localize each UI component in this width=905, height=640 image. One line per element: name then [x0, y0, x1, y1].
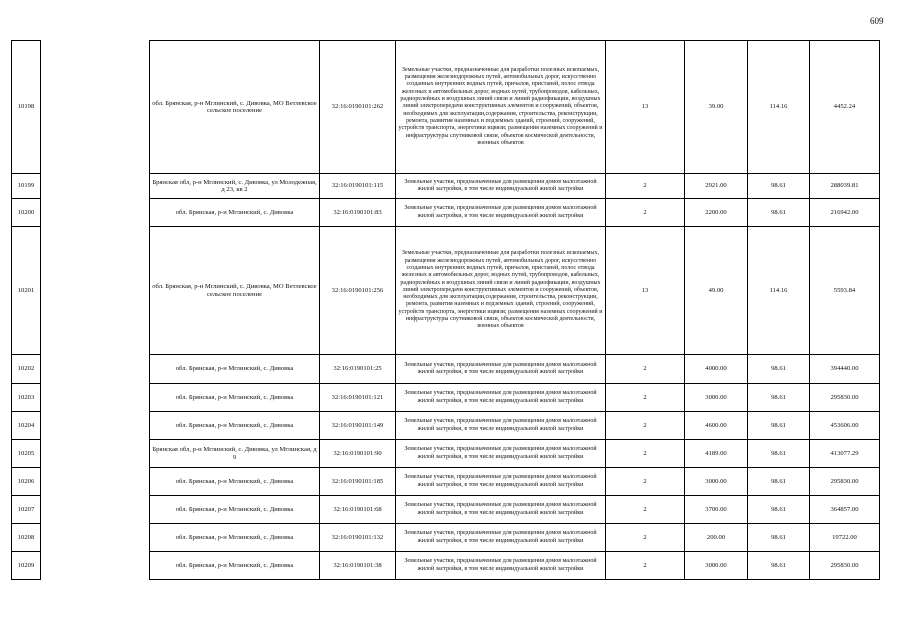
address-cell: обл. Брянская, р-н Мглинский, с. Дивовка	[150, 199, 320, 227]
land-use-cell: Земельные участки, предназначенные для размещения домов малоэтажной жилой застройки, в том числе индивидуальной жилой застройки	[396, 524, 606, 552]
rate-cell: 98.61	[748, 496, 810, 524]
rate-cell: 98.61	[748, 412, 810, 440]
land-use-cell: Земельные участки, предназначенные для размещения домов малоэтажной жилой застройки, в том числе индивидуальной жилой застройки	[396, 440, 606, 468]
address-cell: Брянская обл, р-н Мглинский, с. Дивовка, ул Молодежная, д 23, кв 2	[150, 174, 320, 199]
spacer-cell	[41, 468, 150, 496]
row-id: 10202	[12, 355, 41, 384]
spacer-cell	[41, 199, 150, 227]
cadastral-value-cell: 295830.00	[810, 552, 880, 580]
table-row	[12, 174, 880, 199]
rate-cell: 98.61	[748, 174, 810, 199]
spacer-cell	[41, 174, 150, 199]
spacer-cell	[41, 41, 150, 174]
address-cell: обл. Брянская, р-н Мглинский, с. Дивовка	[150, 496, 320, 524]
cadastral-value-cell: 295830.00	[810, 384, 880, 412]
spacer-cell	[41, 355, 150, 384]
table-row	[12, 468, 880, 496]
land-use-cell: Земельные участки, предназначенные для размещения домов малоэтажной жилой застройки, в том числе индивидуальной жилой застройки	[396, 174, 606, 199]
group-cell: 2	[606, 412, 685, 440]
row-id: 10201	[12, 227, 41, 355]
row-id: 10205	[12, 440, 41, 468]
table-row	[12, 412, 880, 440]
land-use-cell: Земельные участки, предназначенные для размещения домов малоэтажной жилой застройки, в том числе индивидуальной жилой застройки	[396, 496, 606, 524]
land-use-cell: Земельные участки, предназначенные для размещения домов малоэтажной жилой застройки, в том числе индивидуальной жилой застройки	[396, 384, 606, 412]
area-cell: 2200.00	[685, 199, 748, 227]
cadastral-number-cell: 32:16:0190101:185	[320, 468, 396, 496]
cadastral-value-cell: 453606.00	[810, 412, 880, 440]
area-cell: 3000.00	[685, 384, 748, 412]
area-cell: 200.00	[685, 524, 748, 552]
area-cell: 3000.00	[685, 468, 748, 496]
cadastral-number-cell: 32:16:0190101:262	[320, 41, 396, 174]
cadastral-value-cell: 364857.00	[810, 496, 880, 524]
rate-cell: 98.61	[748, 355, 810, 384]
row-id: 10209	[12, 552, 41, 580]
address-cell: обл. Брянская, р-н Мглинский, с. Дивовка	[150, 384, 320, 412]
address-cell: обл. Брянская, р-н Мглинский, с. Дивовка	[150, 552, 320, 580]
spacer-cell	[41, 227, 150, 355]
cadastral-value-cell: 394440.00	[810, 355, 880, 384]
land-use-cell: Земельные участки, предназначенные для размещения домов малоэтажной жилой застройки, в том числе индивидуальной жилой застройки	[396, 412, 606, 440]
cadastral-number-cell: 32:16:0190101:121	[320, 384, 396, 412]
spacer-cell	[41, 384, 150, 412]
row-id: 10200	[12, 199, 41, 227]
address-cell: обл. Брянская, р-н Мглинский, с. Дивовка, МО Ветлевское сельское поселение	[150, 41, 320, 174]
address-cell: обл. Брянская, р-н Мглинский, с. Дивовка	[150, 524, 320, 552]
land-use-cell: Земельные участки, предназначенные для разработки полезных ископаемых, размещения железнодорожных путей, автомобильных дорог, искусственно созданных внутренних водных путей, причалов, пристаней, полос отвода железных и автомобильных дорог, водных путей, трубопроводов, кабельных, радиорелейных и воздушных линий связи и линий радиофикации, воздушных линий электропередачи конструктивных элементов и сооружений, объектов, необходимых для эксплуатации,содержания, строительства, реконструкции, ремонта, развития наземных и подземных зданий, строений, сооружений, устройств транспорта, энергетики ицвязи; размещения наземных сооружений и инфраструктуры спутниковой связи, объектов космической деятельности, военных объектов	[396, 41, 606, 174]
rate-cell: 98.61	[748, 552, 810, 580]
rate-cell: 98.61	[748, 440, 810, 468]
area-cell: 3700.00	[685, 496, 748, 524]
area-cell: 39.00	[685, 41, 748, 174]
land-registry-table	[11, 40, 880, 580]
spacer-cell	[41, 524, 150, 552]
group-cell: 2	[606, 468, 685, 496]
rate-cell: 98.61	[748, 384, 810, 412]
area-cell: 4600.00	[685, 412, 748, 440]
row-id: 10198	[12, 41, 41, 174]
table-row	[12, 227, 880, 355]
area-cell: 2921.00	[685, 174, 748, 199]
cadastral-value-cell: 413077.29	[810, 440, 880, 468]
land-use-cell: Земельные участки, предназначенные для размещения домов малоэтажной жилой застройки, в том числе индивидуальной жилой застройки	[396, 552, 606, 580]
group-cell: 13	[606, 41, 685, 174]
row-id: 10207	[12, 496, 41, 524]
table-row	[12, 440, 880, 468]
group-cell: 2	[606, 199, 685, 227]
cadastral-value-cell: 19722.00	[810, 524, 880, 552]
cadastral-number-cell: 32:16:0190101:115	[320, 174, 396, 199]
spacer-cell	[41, 552, 150, 580]
cadastral-value-cell: 288039.81	[810, 174, 880, 199]
group-cell: 2	[606, 496, 685, 524]
table-row	[12, 496, 880, 524]
address-cell: обл. Брянская, р-н Мглинский, с. Дивовка	[150, 355, 320, 384]
area-cell: 3000.00	[685, 552, 748, 580]
cadastral-value-cell: 295830.00	[810, 468, 880, 496]
group-cell: 2	[606, 355, 685, 384]
page-number: 609	[870, 16, 884, 26]
table-row	[12, 524, 880, 552]
address-cell: обл. Брянская, р-н Мглинский, с. Дивовка, МО Ветлевское сельское поселение	[150, 227, 320, 355]
table-row	[12, 355, 880, 384]
area-cell: 4000.00	[685, 355, 748, 384]
row-id: 10208	[12, 524, 41, 552]
land-use-cell: Земельные участки, предназначенные для размещения домов малоэтажной жилой застройки, в том числе индивидуальной жилой застройки	[396, 199, 606, 227]
cadastral-number-cell: 32:16:0190101:256	[320, 227, 396, 355]
group-cell: 2	[606, 524, 685, 552]
land-use-cell: Земельные участки, предназначенные для размещения домов малоэтажной жилой застройки, в том числе индивидуальной жилой застройки	[396, 468, 606, 496]
row-id: 10206	[12, 468, 41, 496]
spacer-cell	[41, 440, 150, 468]
cadastral-value-cell: 216942.00	[810, 199, 880, 227]
group-cell: 2	[606, 384, 685, 412]
table-row	[12, 552, 880, 580]
table-row	[12, 384, 880, 412]
group-cell: 2	[606, 552, 685, 580]
row-id: 10199	[12, 174, 41, 199]
cadastral-number-cell: 32:16:0190101:68	[320, 496, 396, 524]
land-use-cell: Земельные участки, предназначенные для разработки полезных ископаемых, размещения железнодорожных путей, автомобильных дорог, искусственно созданных внутренних водных путей, причалов, пристаней, полос отвода железных и автомобильных дорог, водных путей, трубопроводов, кабельных, радиорелейных и воздушных линий связи и линий радиофикации, воздушных линий электропередачи конструктивных элементов и сооружений, объектов, необходимых для эксплуатации,содержания, строительства, реконструкции, ремонта, развития наземных и подземных зданий, строений, сооружений, устройств транспорта, энергетики ицвязи; размещения наземных сооружений и инфраструктуры спутниковой связи, объектов космической деятельности, военных объектов	[396, 227, 606, 355]
rate-cell: 114.16	[748, 227, 810, 355]
cadastral-number-cell: 32:16:0190101:149	[320, 412, 396, 440]
address-cell: Брянская обл, р-н Мглинский, с. Дивовка, ул Мглинская, д 9	[150, 440, 320, 468]
cadastral-number-cell: 32:16:0190101:25	[320, 355, 396, 384]
spacer-cell	[41, 496, 150, 524]
address-cell: обл. Брянская, р-н Мглинский, с. Дивовка	[150, 412, 320, 440]
cadastral-number-cell: 32:16:0190101:83	[320, 199, 396, 227]
table-row	[12, 199, 880, 227]
row-id: 10204	[12, 412, 41, 440]
rate-cell: 114.16	[748, 41, 810, 174]
cadastral-number-cell: 32:16:0190101:132	[320, 524, 396, 552]
table-row	[12, 41, 880, 174]
area-cell: 49.00	[685, 227, 748, 355]
row-id: 10203	[12, 384, 41, 412]
group-cell: 13	[606, 227, 685, 355]
rate-cell: 98.61	[748, 524, 810, 552]
area-cell: 4189.00	[685, 440, 748, 468]
cadastral-value-cell: 4452.24	[810, 41, 880, 174]
cadastral-number-cell: 32:16:0190101:90	[320, 440, 396, 468]
group-cell: 2	[606, 440, 685, 468]
rate-cell: 98.61	[748, 468, 810, 496]
rate-cell: 98.61	[748, 199, 810, 227]
cadastral-value-cell: 5593.84	[810, 227, 880, 355]
group-cell: 2	[606, 174, 685, 199]
spacer-cell	[41, 412, 150, 440]
cadastral-number-cell: 32:16:0190101:38	[320, 552, 396, 580]
address-cell: обл. Брянская, р-н Мглинский, с. Дивовка	[150, 468, 320, 496]
land-use-cell: Земельные участки, предназначенные для размещения домов малоэтажной жилой застройки, в том числе индивидуальной жилой застройки	[396, 355, 606, 384]
